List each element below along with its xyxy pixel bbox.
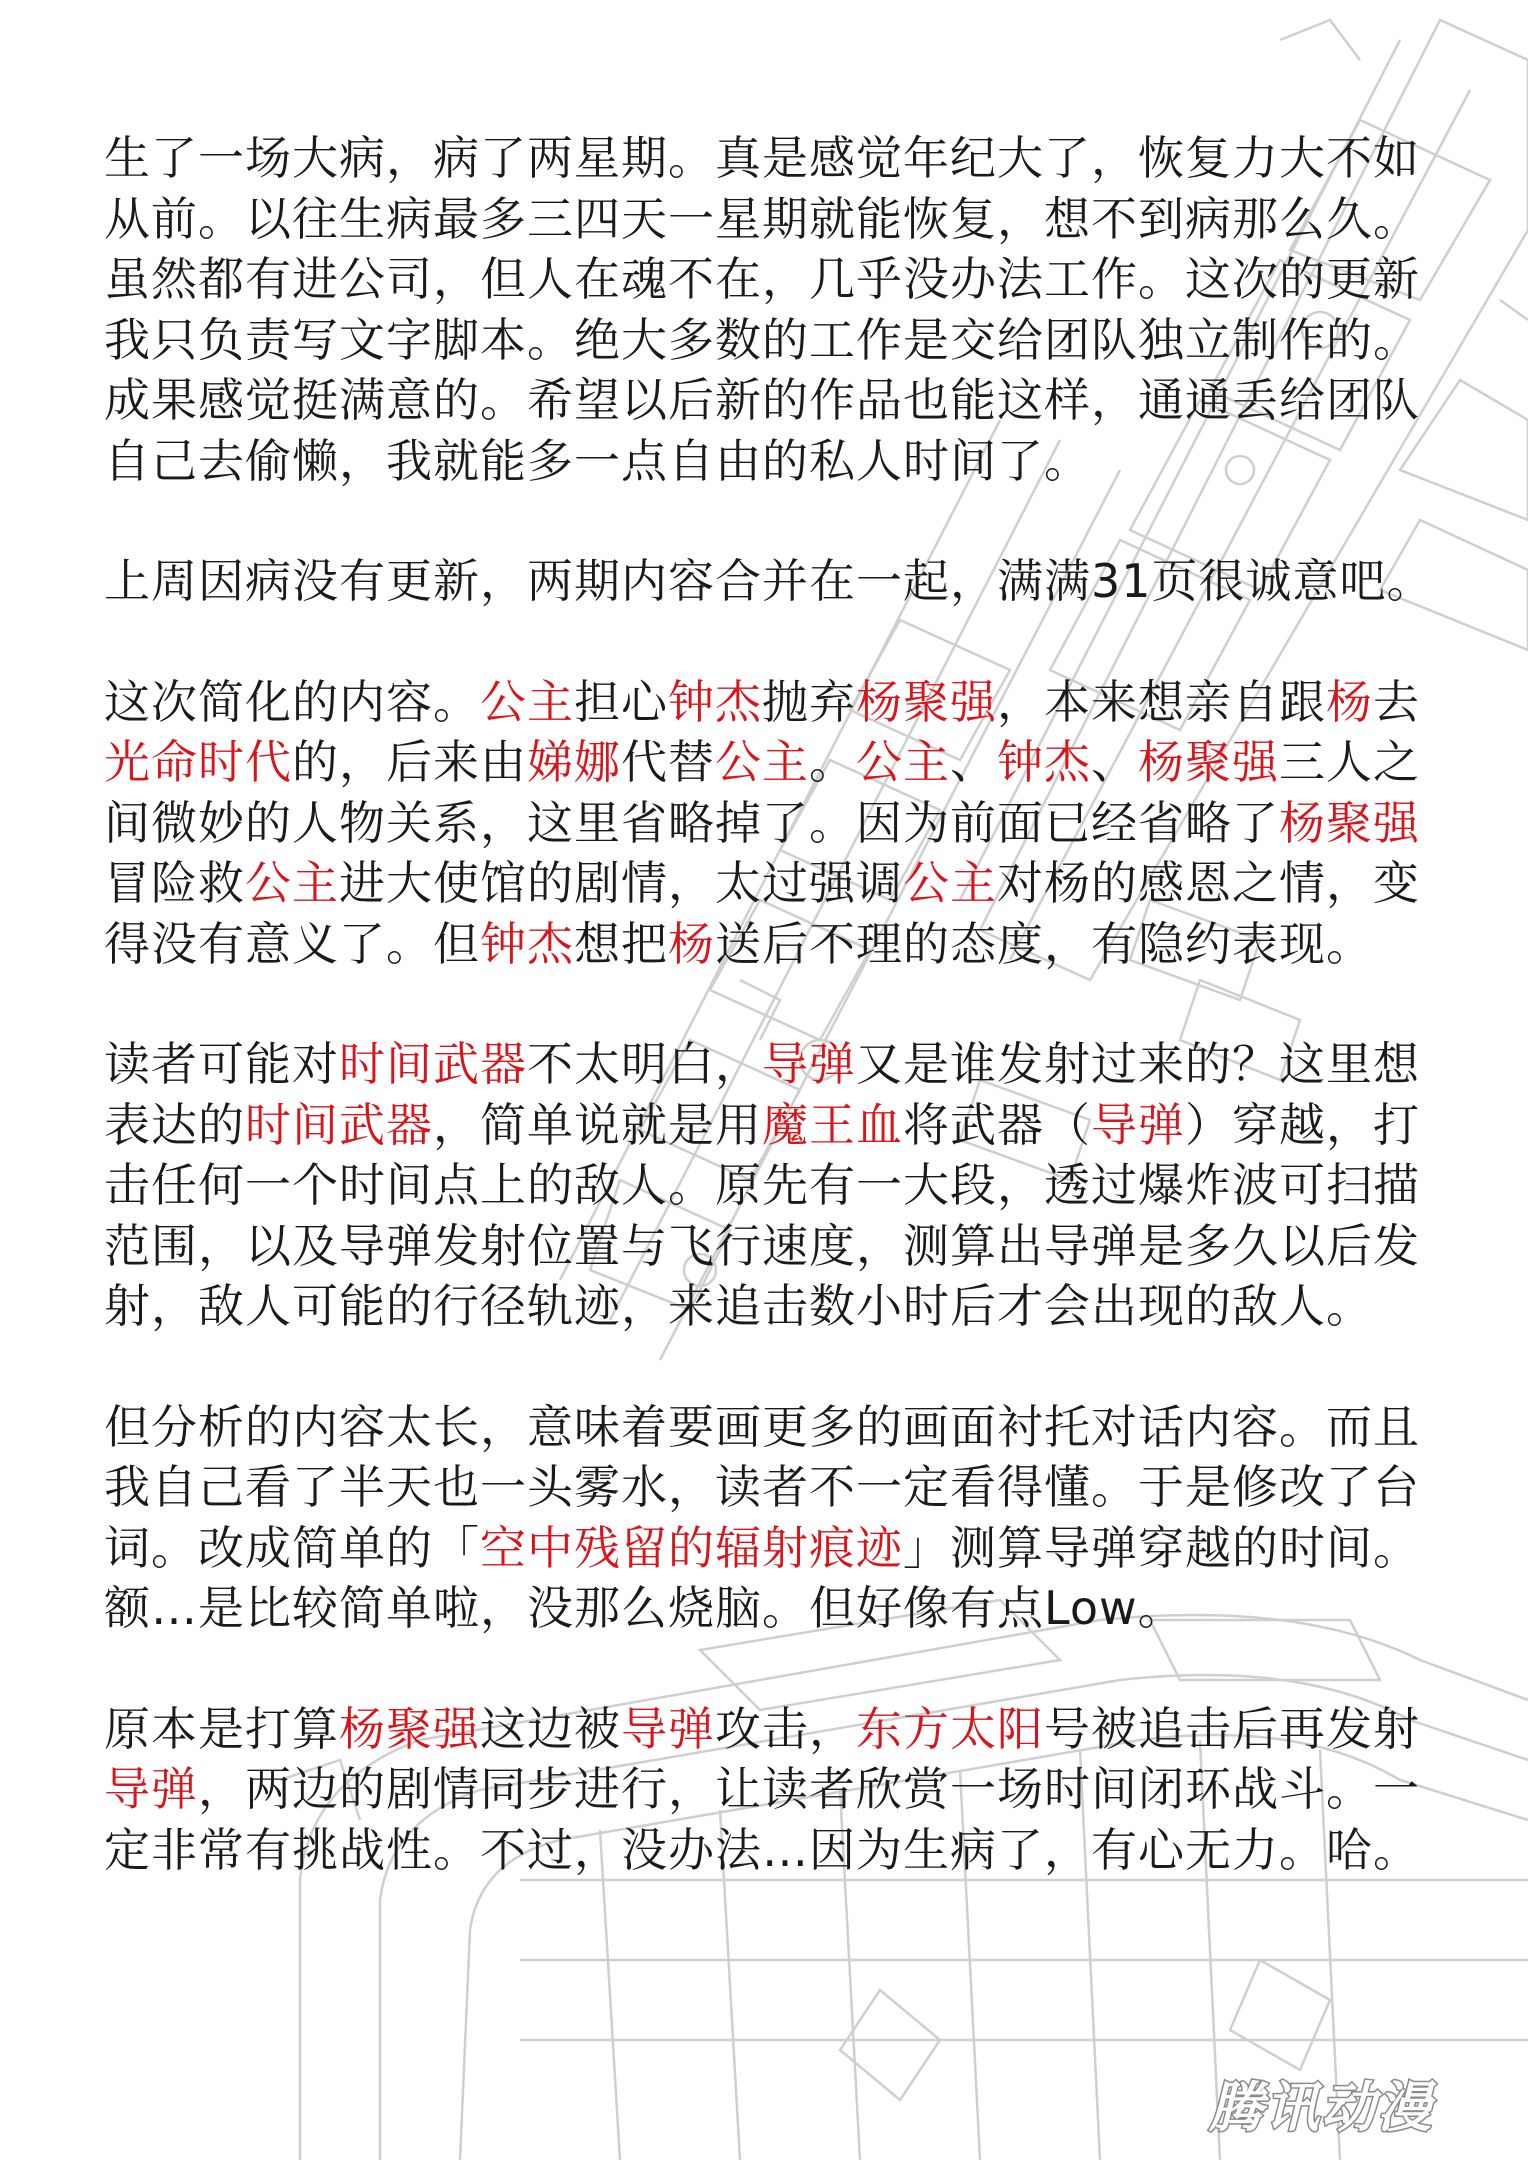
highlighted-term: 导弹 (104, 1762, 198, 1816)
text-run: 抛弃 (762, 674, 856, 729)
highlighted-term: 时间武器 (339, 1037, 527, 1091)
highlighted-term: 娣娜 (527, 735, 621, 789)
text-run: 进大使馆的剧情，太过强调 (339, 856, 903, 910)
text-run: 送后不理的态度，有隐约表现。 (715, 916, 1373, 971)
text-run: 三人之间微妙的人物关系，这里省略掉了。因为前面已经省略了 (104, 735, 1420, 850)
text-run: 代替 (621, 735, 715, 789)
highlighted-term: 时间武器 (245, 1097, 433, 1152)
highlighted-term: 钟杰 (997, 735, 1091, 789)
text-run: 生了一场大病，病了两星期。真是感觉年纪大了，恢复力大不如从前。以往生病最多三四天一星期就能恢复，想不到病那么久。虽然都有进公司，但人在魂不在，几乎没办法工作。这次的更新我只负责写文字脚本。绝大多数的工作是交给团队独立制作的。成果感觉挺满意的。希望以后新的作品也能这样，通通丢给团队自己去偷懒，我就能多一点自由的私人时间了。 (104, 131, 1420, 488)
paragraph-3 (104, 672, 1434, 975)
highlighted-term: 导弹 (1091, 1097, 1185, 1152)
text-run: 、 (1091, 735, 1138, 789)
highlighted-term: 光命时代 (104, 735, 292, 789)
paragraph-1 (104, 128, 1434, 491)
highlighted-term: 杨聚强 (1279, 795, 1420, 850)
highlighted-term: 钟杰 (668, 674, 762, 729)
text-run: 将武器（ (903, 1097, 1091, 1152)
highlighted-term: 公主 (480, 674, 574, 729)
text-run: 原本是打算 (104, 1701, 339, 1756)
text-run: 但分析的内容太长，意味着要画更多的画面衬托对话内容。而且我自己看了半天也一头雾水，读者不一定看得懂。于是修改了台词。改成简单的「 (104, 1399, 1420, 1575)
text-run: ，本来想亲自跟 (997, 674, 1326, 729)
watermark-text: 腾讯动漫 (1209, 2076, 1433, 2139)
highlighted-term: 钟杰 (480, 916, 574, 971)
text-run: 这边被 (480, 1701, 621, 1756)
highlighted-term: 公主 (856, 735, 950, 789)
paragraph-4 (104, 1034, 1434, 1337)
paragraph-2 (104, 551, 1434, 612)
text-run: 这次简化的内容。 (104, 674, 480, 729)
highlighted-term: 杨 (668, 916, 715, 971)
text-run: 、 (950, 735, 997, 789)
text-run: 攻击， (715, 1701, 856, 1756)
text-run: ，两边的剧情同步进行，让读者欣赏一场时间闭环战斗。一定非常有挑战性。不过，没办法…因为生病了，有心无力。哈。 (104, 1762, 1420, 1877)
article-body (104, 128, 1434, 1940)
highlighted-term: 杨聚强 (856, 674, 997, 729)
highlighted-term: 公主 (245, 856, 339, 910)
text-run: 去 (1373, 674, 1420, 729)
highlighted-term: 魔王血 (762, 1097, 903, 1152)
text-run: 想把 (574, 916, 668, 971)
text-run: 不太明白， (527, 1037, 762, 1091)
text-run: 对杨的感恩之情，变得没有意义了。但 (104, 856, 1420, 971)
highlighted-term: 公主 (715, 735, 809, 789)
text-run: 。 (809, 735, 856, 789)
text-run: 上周因病没有更新，两期内容合并在一起，满满31页很诚意吧。 (104, 554, 1434, 608)
highlighted-term: 杨聚强 (1138, 735, 1279, 789)
text-run: 冒险救 (104, 856, 245, 910)
highlighted-term: 空中残留的辐射痕迹 (480, 1520, 903, 1575)
paragraph-5 (104, 1397, 1434, 1639)
highlighted-term: 导弹 (621, 1701, 715, 1756)
text-run: 号被追击后再发射 (1044, 1701, 1420, 1756)
text-run: ，简单说就是用 (433, 1097, 762, 1152)
text-run: 的，后来由 (292, 735, 527, 789)
highlighted-term: 公主 (903, 856, 997, 910)
text-run: 又是谁发射过来的？这里想表达的 (104, 1037, 1420, 1152)
paragraph-6 (104, 1699, 1434, 1881)
highlighted-term: 导弹 (762, 1037, 856, 1091)
text-run: 读者可能对 (104, 1037, 339, 1091)
highlighted-term: 杨聚强 (339, 1701, 480, 1756)
text-run: 担心 (574, 674, 668, 729)
watermark-logo (1203, 2070, 1488, 2140)
text-run: ）穿越，打击任何一个时间点上的敌人。原先有一大段，透过爆炸波可扫描范围，以及导弹发射位置与飞行速度，测算出导弹是多久以后发射，敌人可能的行径轨迹，来追击数小时后才会出现的敌人。 (104, 1097, 1420, 1333)
text-run: 」测算导弹穿越的时间。额…是比较简单啦，没那么烧脑。但好像有点Low。 (104, 1520, 1420, 1635)
highlighted-term: 杨 (1326, 674, 1373, 729)
highlighted-term: 东方太阳 (856, 1701, 1044, 1756)
